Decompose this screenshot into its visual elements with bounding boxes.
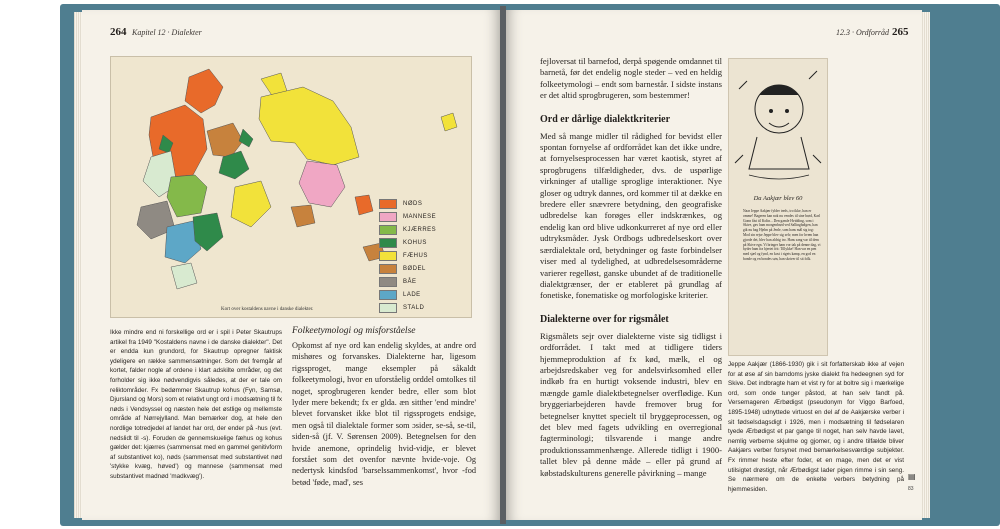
legend-item <box>379 301 436 314</box>
section-text-dialekterne: Rigsmålets sejr over dialekterne viste sig tidligst i ordforrådet. I takt med at tidligere tiders hjemmeproduktion af fx kød, mælk, el og arbejdsredskaber veg for andelsvirksomhed eller indkøb fra en hurtigt voksende industri, blev en mængde gamle dialektbetegnelser overflødige. Kun bryggeriarbejderen havde fremover brug for betegnelser knyttet specielt til bryggeprocessen, og det blev med fagets udvikling en overregional fagterminologi; tilsvarende i mange andre produktionssammenhænge. Allerede tidligt i 1900-tallet blev på denne måde – eller på grund af købstadskulturens generelle påvirkning – mange <box>540 330 722 478</box>
legend-swatch <box>379 290 397 300</box>
legend-item <box>379 262 436 275</box>
denmark-dialect-map <box>110 56 472 318</box>
legend-label: MANNESE <box>403 213 437 220</box>
section-text-ord: Med så mange midler til rådighed for bevidst eller spontan fornyelse af ordforrådet kan det ikke undre, at fornyelsesprocessen har været kaotisk, styret af sprogbrugens tilfældigheder, dvs. de uspørlige virkninger af utallige sproglige interaktioner. Nye gloser og udtryk dannes, ord kommer til at dække en bredere eller snævrere betydning, den geografiske udbredelse kan forøges eller indskrænkes, og endelig kan ord blive udkonkurreret af nye ord eller udtryksmåder. Jysk Ordbogs udbredelseskort over særdialektale ord, betydninger og faste forbindelser viser med al tydelighed, at udbredelsesområderne varierer regelløst, ganske ubundet af de traditionelle dialektgrænser, der er etableret på grundlag af fonetiske, fonematiske og morfologiske kriterier. <box>540 130 722 301</box>
section-heading-dialekterne: Dialekterne over for rigsmålet <box>540 313 669 325</box>
legend-item <box>379 275 436 288</box>
right-caption-column: Jeppe Aakjær (1866-1930) gik i sit forfatterskab ikke af vejen for at øse af sin barndoms jyske dialekt fra hedeegnen syd for Skive. Det indbragte ham et vist ry for at boltre sig i mærkelige ord, som onde tunger påstod, at han selv fandt på. Versemageren Ærbødigst (pseudonym for Viggo Barfoed, 1895-1948) udnyttede virtuost en del af de Aakjærske verber i sit fødselsdagsdigt i 1926, men i modsætning til fødselaren tyede Ærbødigst et par gange til noget, han selv havde lavet, nemlig verberne skjulme og gjomer, og i andre tilfælde bliver Aakjærs verber forsynet med bemærkelsesværdige subjekter. Fx rimmer heste efter foder, et en mage, men det er vist utilsigtet drøstigt, når Ærbødigst lader pigen rimme i sin seng. Se nærmere om de enkelte verbers betydning på hjemmesiden. <box>728 361 904 493</box>
legend-label: BÅE <box>403 278 417 285</box>
map-caption: Kort over kostaldens navne i danske dialekter. <box>221 307 314 312</box>
legend-swatch <box>379 251 397 261</box>
page-edges-left <box>74 12 82 518</box>
legend-item <box>379 210 436 223</box>
page-edges-right <box>922 12 930 518</box>
running-head: Kapitel 12 · Dialekter <box>132 28 202 37</box>
legend-item <box>379 288 436 301</box>
legend-swatch <box>379 277 397 287</box>
page-number: 265 <box>892 26 909 38</box>
right-page <box>506 10 922 520</box>
right-body-column <box>540 56 722 479</box>
left-caption-column: Ikke mindre end ni forskellige ord er i spil i Peter Skautrups artikel fra 1949 "Kostaldens navne i de danske dialekter". Det er endda kun grundord, for Skautrup opregner faktisk ydeligere en række sammensætninger. Som det fremgår af kortet, falder nogle af ordene i klart adskilte områder, og det forholder sig ikke nødvendigvis således, at der er tale om reliktområder. Fx bedømmer Skautrup kohus (Fyn, Samsø, Djursland og Mors) som et relativt ungt ord i modsætning til fx nøds i Vendsyssel og næsten hele det østlige og mellemste område af Nørrejylland. Man bemærker dog, at hele den nordlige totredjedel af landet har ord, der ender på -hus (evt. nedslidt til -s). Foruden de gennemskuelige fæhus og kohus gælder det: kjærres (sammensat med en gammel genitivform af substantivet ko), nøds (sammensat med substantivet nød 'stykke kvæg, høved') og mannese (sammensat med substantivet madnød 'madkvæg'). <box>110 329 282 480</box>
illustration-poem: Naar Jeppe Aakjær fylder treds, tro ikke, han er omme! Bageren kan nok nu vendes til sine brød, Karl Gonn fåst til Kolin... Den gamle Hvidding, som i Skive, gav ham morgenbrød ved Sallingbølgen, han gik nu bag Hjelm på Jenle, som hans mål sig tog: Mod sin rejse Jeppe blev sig selv, men for hvem han gjorde det, blev han aldrig tro. Hans sang var til dem på Skive egn. Vi bringer ham vor tak på denne dag, vi byder ham fra hjertet frit: Tillykke! Han var en pen med sjæl og fynd, en kost i rigets kamp, en god en bonde og en bondes søn, han skriver til sit folk. <box>743 209 821 261</box>
legend-label: STALD <box>403 304 425 311</box>
running-head: 12.3 · Ordforråd <box>836 28 890 37</box>
left-body-column <box>292 326 476 488</box>
legend-item <box>379 249 436 262</box>
illustration-title: Da Aakjær blev 60 <box>753 195 803 202</box>
section-heading-ord: Ord er dårlige dialektkriterier <box>540 113 671 125</box>
legend-label: KOHUS <box>403 239 427 246</box>
section-heading: Folkeetymologi og misforståelse <box>292 326 416 336</box>
legend-swatch <box>379 225 397 235</box>
legend-label: BØDEL <box>403 265 426 272</box>
legend-item <box>379 223 436 236</box>
margin-number: 83 <box>908 486 914 492</box>
legend-label: NØDS <box>403 200 423 207</box>
book-icon: ▤ <box>908 472 916 481</box>
legend-swatch <box>379 212 397 222</box>
legend-item <box>379 197 436 210</box>
legend-label: FÆHUS <box>403 252 428 259</box>
caricature-drawing <box>729 59 827 199</box>
legend-label: KJÆRRES <box>403 226 437 233</box>
aakjaer-illustration <box>728 58 828 356</box>
legend-swatch <box>379 238 397 248</box>
left-page <box>82 10 500 520</box>
legend-swatch <box>379 303 397 313</box>
body-text: Opkomst af nye ord kan endelig skyldes, at andre ord mishøres og forvanskes. Dialekterne har, ligesom rigssproget, mange eksempler på såkaldt folkeetymologi, hvor en uforståelig orddel omtolkes til noget, sprogbrugeren kender bedre, eller som blot lyder mere bekendt; fx er glda. æn sitther 'end mindre' blevet forvansket ikke blot til rigssprogets endsige, men også til dialektale former som ɔsider, se-så, se-til, siden-så (jf. V. Sørensen 2009). Betegnelsen for den hvide anemone, oprindelig hvid-vidje, er blevet forstået som det ovenfor nævnte hvide-voje. Og nedertysk kindsfod 'barselssammenkomst', hvor -fod betød 'føde, mad', ses <box>292 341 476 487</box>
continued-text: fejloversat til barnefod, derpå spøgende omdannet til barnetå, før det endelig nogle steder – ved en heldig folkeetymologi – endt som barnestår. I sidste instans er det altid sprogbrugeren, som bestemmer! <box>540 56 722 101</box>
page-number: 264 <box>110 26 127 38</box>
map-legend <box>379 197 436 314</box>
legend-label: LADE <box>403 291 421 298</box>
legend-item <box>379 236 436 249</box>
legend-swatch <box>379 199 397 209</box>
legend-swatch <box>379 264 397 274</box>
